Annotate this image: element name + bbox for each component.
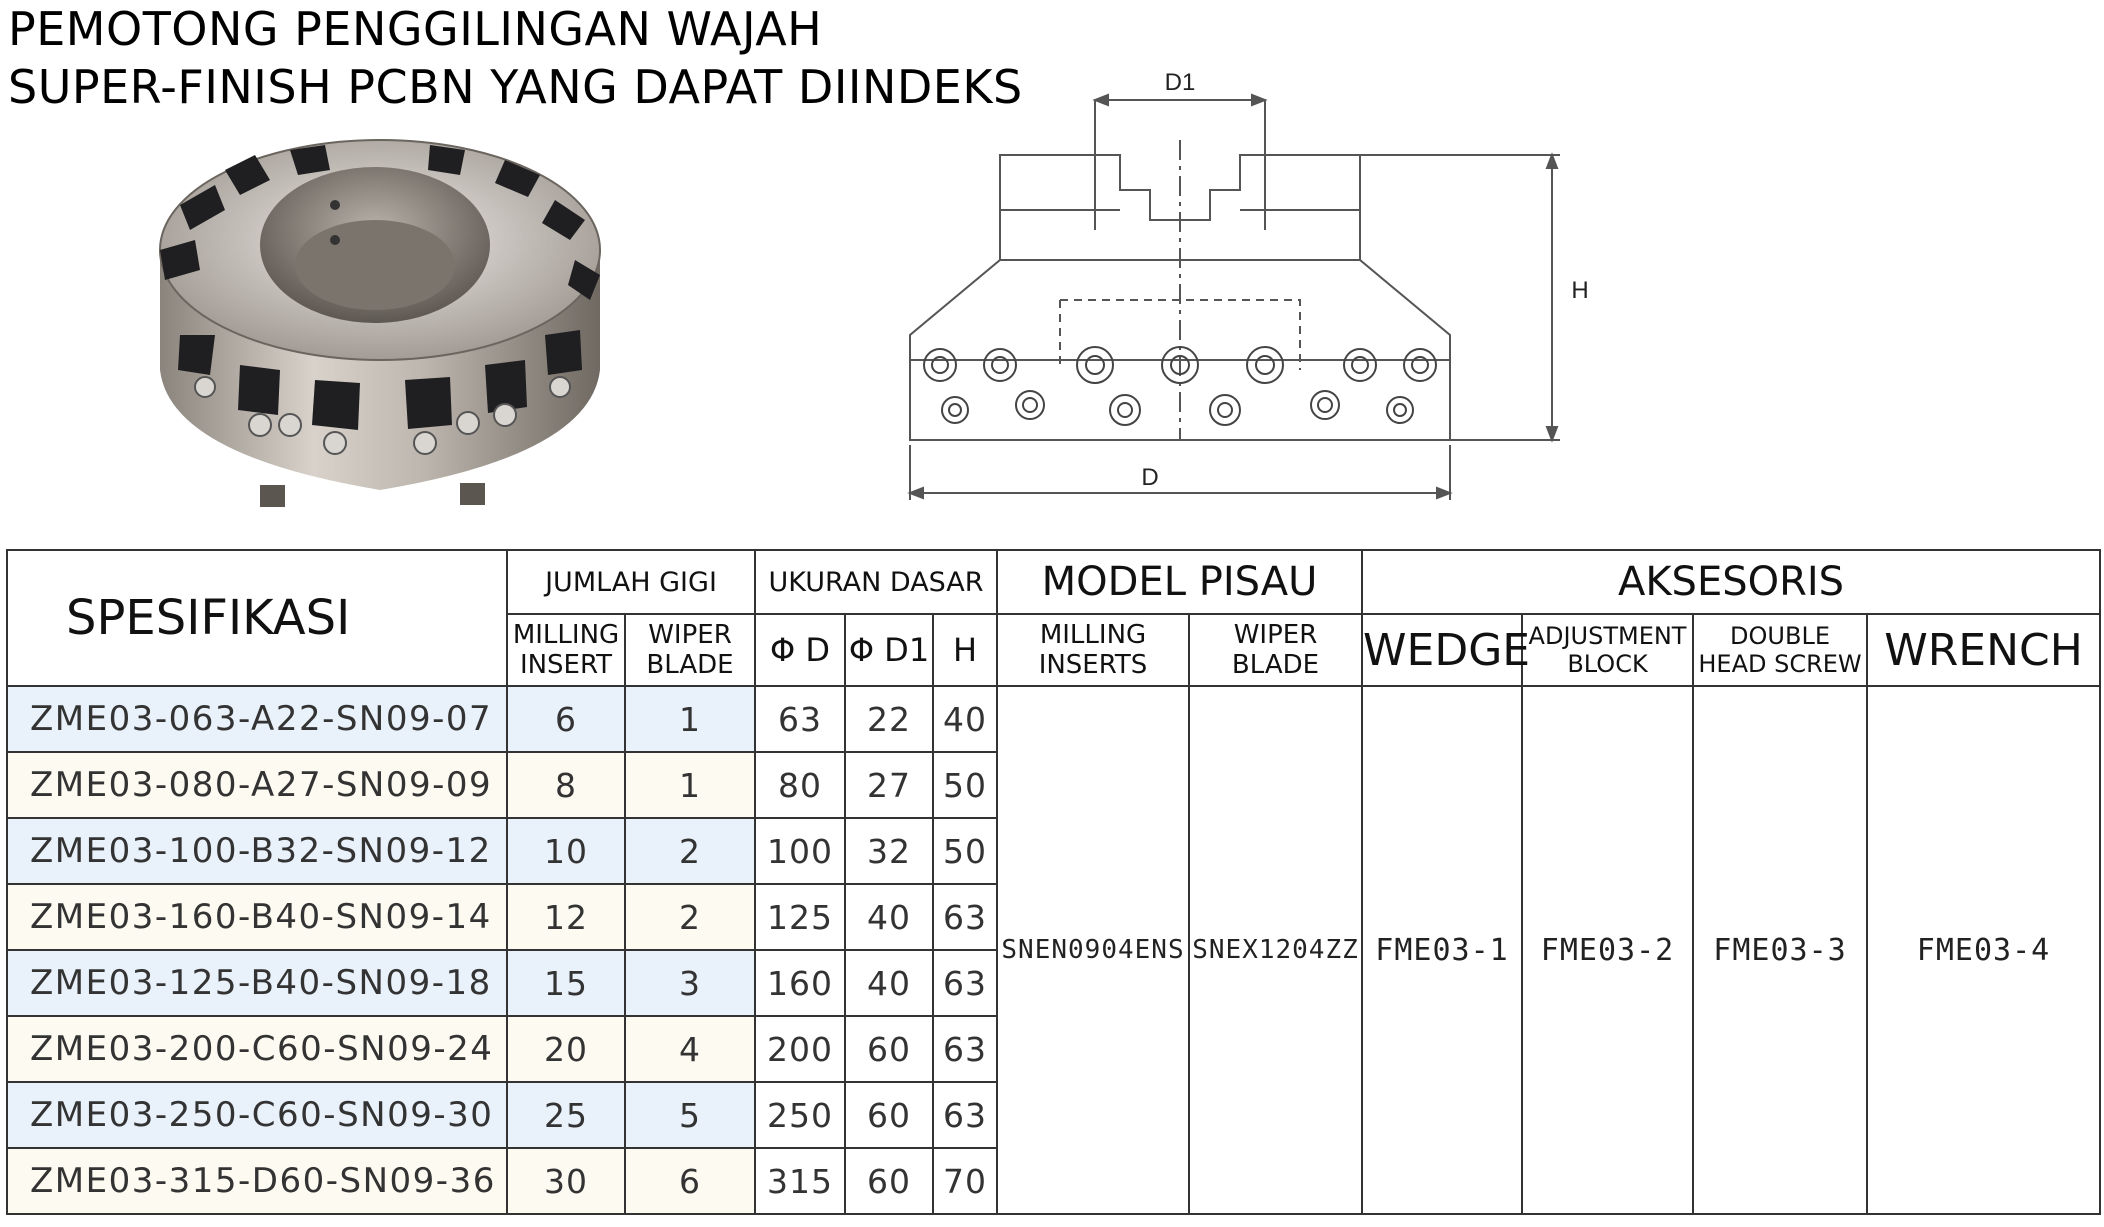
cell-model: ZME03-063-A22-SN09-07 xyxy=(7,686,507,752)
header-blade: MODEL PISAU xyxy=(997,550,1362,614)
header-size-d: Φ D xyxy=(755,614,845,686)
cell-model: ZME03-250-C60-SN09-30 xyxy=(7,1082,507,1148)
header-blade-wiper: WIPER BLADE xyxy=(1189,614,1362,686)
cell-wiper-teeth: 4 xyxy=(625,1016,755,1082)
cell-milling-teeth: 8 xyxy=(507,752,625,818)
dim-label-d: D xyxy=(1141,464,1159,491)
cell-milling-teeth: 15 xyxy=(507,950,625,1016)
header-double-head-screw: DOUBLE HEAD SCREW xyxy=(1693,614,1867,686)
cell-adjustment-block: FME03-2 xyxy=(1522,686,1693,1214)
title-line-1: PEMOTONG PENGGILINGAN WAJAH xyxy=(8,2,823,56)
cell-d: 250 xyxy=(755,1082,845,1148)
cell-milling-inserts: SNEN0904ENS xyxy=(997,686,1189,1214)
cell-h: 50 xyxy=(933,752,997,818)
cell-h: 63 xyxy=(933,884,997,950)
cell-d1: 40 xyxy=(845,950,933,1016)
cell-h: 63 xyxy=(933,1016,997,1082)
header-teeth-milling: MILLING INSERT xyxy=(507,614,625,686)
spec-table xyxy=(6,549,2101,1215)
cutter-photo xyxy=(130,125,630,510)
cell-milling-teeth: 12 xyxy=(507,884,625,950)
cell-d: 200 xyxy=(755,1016,845,1082)
cell-d1: 60 xyxy=(845,1016,933,1082)
cell-model: ZME03-200-C60-SN09-24 xyxy=(7,1016,507,1082)
cell-d1: 27 xyxy=(845,752,933,818)
header-adjustment-block: ADJUSTMENT BLOCK xyxy=(1522,614,1693,686)
header-spec: SPESIFIKASI xyxy=(7,550,507,686)
cell-d1: 60 xyxy=(845,1082,933,1148)
cell-milling-teeth: 6 xyxy=(507,686,625,752)
header-wedge: WEDGE xyxy=(1362,614,1522,686)
header-size-h: H xyxy=(933,614,997,686)
cell-milling-teeth: 25 xyxy=(507,1082,625,1148)
table-row xyxy=(7,686,2100,752)
header-size-d1: Φ D1 xyxy=(845,614,933,686)
cell-double-head-screw: FME03-3 xyxy=(1693,686,1867,1214)
cell-wiper-teeth: 3 xyxy=(625,950,755,1016)
cell-wiper-teeth: 5 xyxy=(625,1082,755,1148)
cell-h: 50 xyxy=(933,818,997,884)
cell-d1: 32 xyxy=(845,818,933,884)
header-size: UKURAN DASAR xyxy=(755,550,997,614)
cell-wrench: FME03-4 xyxy=(1867,686,2100,1214)
cell-model: ZME03-100-B32-SN09-12 xyxy=(7,818,507,884)
cell-wiper-teeth: 1 xyxy=(625,686,755,752)
title-line-2: SUPER-FINISH PCBN YANG DAPAT DIINDEKS xyxy=(8,60,1023,114)
header-teeth: JUMLAH GIGI xyxy=(507,550,755,614)
header-accessories: AKSESORIS xyxy=(1362,550,2100,614)
cell-h: 63 xyxy=(933,950,997,1016)
cell-d: 160 xyxy=(755,950,845,1016)
cell-h: 40 xyxy=(933,686,997,752)
cell-d: 125 xyxy=(755,884,845,950)
cell-d1: 22 xyxy=(845,686,933,752)
cell-wiper-teeth: 2 xyxy=(625,818,755,884)
cell-h: 70 xyxy=(933,1148,997,1214)
header-teeth-wiper: WIPER BLADE xyxy=(625,614,755,686)
cell-d: 315 xyxy=(755,1148,845,1214)
cell-wiper-teeth: 2 xyxy=(625,884,755,950)
cell-d: 63 xyxy=(755,686,845,752)
header-wrench: WRENCH xyxy=(1867,614,2100,686)
header-blade-milling: MILLING INSERTS xyxy=(997,614,1189,686)
cell-model: ZME03-125-B40-SN09-18 xyxy=(7,950,507,1016)
cell-model: ZME03-080-A27-SN09-09 xyxy=(7,752,507,818)
cell-wiper-teeth: 6 xyxy=(625,1148,755,1214)
cell-wedge: FME03-1 xyxy=(1362,686,1522,1214)
cell-model: ZME03-315-D60-SN09-36 xyxy=(7,1148,507,1214)
cell-d: 100 xyxy=(755,818,845,884)
cell-d1: 40 xyxy=(845,884,933,950)
cell-model: ZME03-160-B40-SN09-14 xyxy=(7,884,507,950)
cell-milling-teeth: 20 xyxy=(507,1016,625,1082)
cell-milling-teeth: 10 xyxy=(507,818,625,884)
dim-label-d1: D1 xyxy=(1164,69,1196,96)
header-row-1 xyxy=(7,550,2100,614)
cell-wiper-blade: SNEX1204ZZ xyxy=(1189,686,1362,1214)
technical-drawing xyxy=(880,60,1600,510)
dim-label-h: H xyxy=(1571,277,1589,304)
cell-milling-teeth: 30 xyxy=(507,1148,625,1214)
cell-h: 63 xyxy=(933,1082,997,1148)
cell-d1: 60 xyxy=(845,1148,933,1214)
page-title xyxy=(8,0,1023,116)
cell-d: 80 xyxy=(755,752,845,818)
cell-wiper-teeth: 1 xyxy=(625,752,755,818)
